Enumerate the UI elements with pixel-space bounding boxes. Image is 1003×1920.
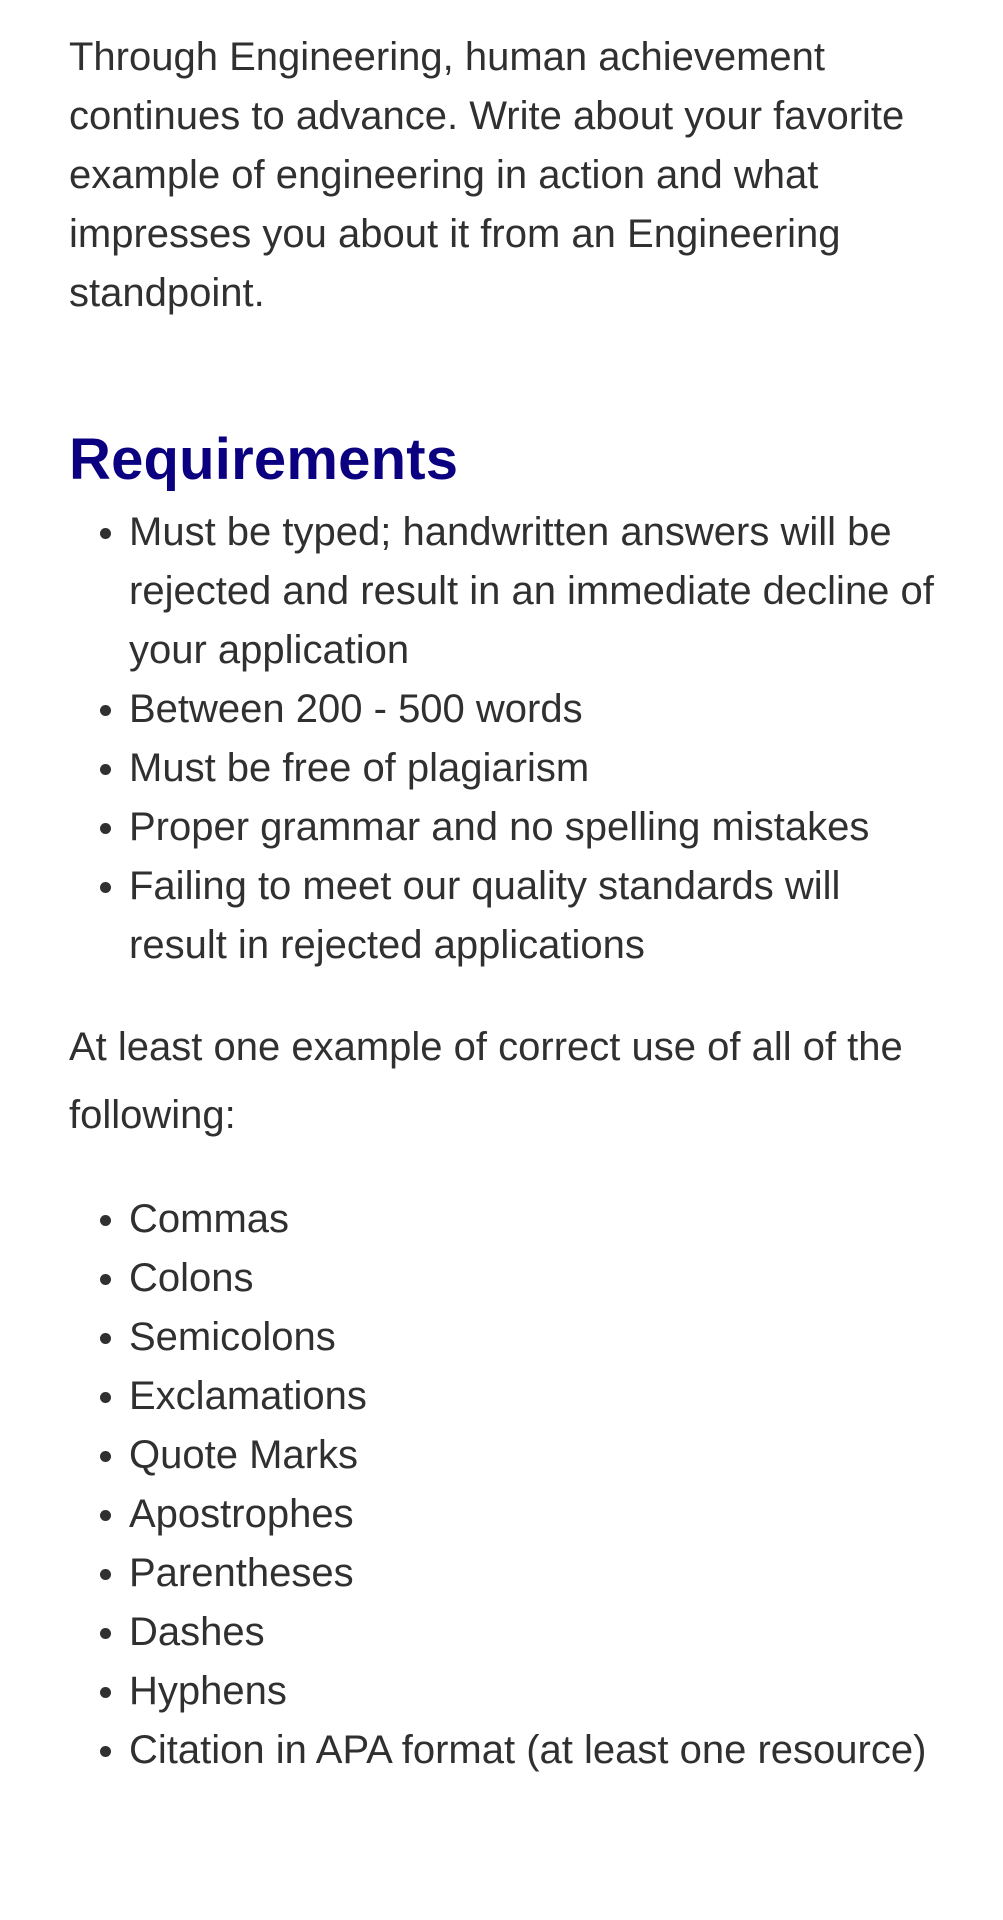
requirement-item: • Between 200 - 500 words: [129, 680, 939, 739]
punctuation-item: • Colons: [129, 1249, 939, 1308]
requirement-item: • Must be free of plagiarism: [129, 739, 939, 798]
punctuation-item: • Dashes: [129, 1603, 939, 1662]
punctuation-item: • Semicolons: [129, 1308, 939, 1367]
requirement-item: • Failing to meet our quality standards will result in rejected applications: [129, 857, 939, 975]
punctuation-item: • Apostrophes: [129, 1485, 939, 1544]
requirements-list: [69, 503, 939, 975]
punctuation-list: [69, 1190, 939, 1780]
punctuation-item: • Hyphens: [129, 1662, 939, 1721]
intro-paragraph: Through Engineering, human achievement continues to advance. Write about your favorite example of engineering in action and what impresses you about it from an Engineering standpoint.: [69, 35, 905, 315]
punctuation-item: • Citation in APA format (at least one resource): [129, 1721, 939, 1780]
punctuation-item: • Commas: [129, 1190, 939, 1249]
punctuation-intro: At least one example of correct use of all of the following:: [69, 1025, 903, 1137]
punctuation-item: • Quote Marks: [129, 1426, 939, 1485]
punctuation-item: • Exclamations: [129, 1367, 939, 1426]
punctuation-item: • Parentheses: [129, 1544, 939, 1603]
requirement-item: • Must be typed; handwritten answers will be rejected and result in an immediate decline of your application: [129, 503, 939, 680]
requirements-heading: Requirements: [69, 427, 459, 492]
requirement-item: • Proper grammar and no spelling mistakes: [129, 798, 939, 857]
